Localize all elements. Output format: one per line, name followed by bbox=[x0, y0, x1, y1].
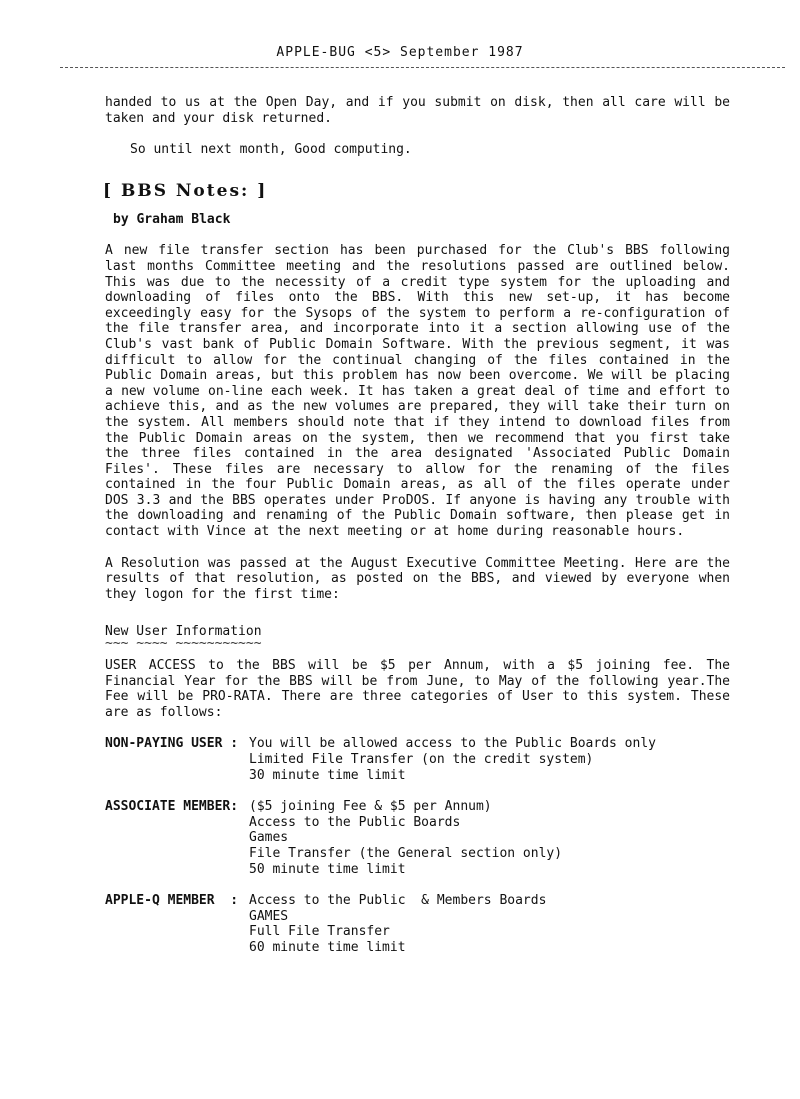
sign-off-line: So until next month, Good computing. bbox=[130, 142, 412, 158]
category-label: APPLE-Q MEMBER : bbox=[105, 893, 246, 909]
category-detail-line: Access to the Public & Members Boards bbox=[249, 893, 547, 909]
category-apple-q-member bbox=[105, 893, 730, 955]
category-details bbox=[249, 736, 730, 783]
resolution-paragraph: A Resolution was passed at the August Executive Committee Meeting. Here are the results of that resolution, as posted on the BBS, and viewed by everyone when they logon for the first time: bbox=[105, 555, 730, 602]
page-body bbox=[105, 95, 730, 956]
author-byline: by Graham Black bbox=[113, 211, 231, 227]
user-access-paragraph: USER ACCESS to the BBS will be $5 per Annum, with a $5 joining fee. The Financial Year for the BBS will be from June, to May of the following year.The Fee will be PRO-RATA. There are three categories of User to this system. These are as follows: bbox=[105, 658, 730, 720]
new-user-heading: New User Information bbox=[105, 624, 262, 640]
bbs-article-paragraph: A new file transfer section has been purchased for the Club's BBS following last months Committee meeting and the resolutions passed are outlined below. This was due to the necessity of a credit type system for the uploading and downloading of files onto the BBS. With this new set-up, it has become exceedingly easy for the Sysops of the system to perform a re-configuration of the file transfer area, and incorporate into it a section allowing use of the Club's vast bank of Public Domain Software. With the previous segment, it was difficult to allow for the continual changing of the files contained in the Public Domain areas, but this problem has now been overcome. We will be placing a new volume on-line each week. It has taken a great deal of time and effort to achieve this, and as the new volumes are prepared, they will take their turn on the system. All members should note that if they intend to download files from the Public Domain areas on the system, then we recommend that you first take the three files contained in the area designated 'Associated Public Domain Files'. These files are necessary to allow for the renaming of the files contained in the four Public Domain areas, as all of the files operate under DOS 3.3 and the BBS operates under ProDOS. If anyone is having any trouble with the downloading and renaming of the Public Domain software, then please get in contact with Vince at the next meeting or at home during reasonable hours. bbox=[105, 243, 730, 540]
category-non-paying-user bbox=[105, 736, 730, 783]
category-detail-line: 60 minute time limit bbox=[249, 939, 406, 955]
category-detail-line: Games bbox=[249, 830, 289, 846]
category-detail-line: Full File Transfer bbox=[249, 924, 390, 940]
category-details bbox=[249, 893, 730, 955]
section-heading: [ BBS Notes: ] bbox=[103, 180, 268, 201]
heading-tilde-underline: ~~~ ~~~~ ~~~~~~~~~~~ bbox=[105, 636, 262, 652]
category-detail-line: Access to the Public Boards bbox=[249, 814, 461, 830]
category-detail-line: GAMES bbox=[249, 908, 289, 924]
opening-paragraph: handed to us at the Open Day, and if you submit on disk, then all care will be taken and your disk returned. bbox=[105, 95, 730, 126]
category-detail-line: File Transfer (the General section only) bbox=[249, 845, 563, 861]
category-label: NON-PAYING USER : bbox=[105, 736, 246, 752]
running-header: APPLE-BUG <5> September 1987 bbox=[276, 45, 524, 60]
category-detail-line: ($5 joining Fee & $5 per Annum) bbox=[249, 799, 492, 815]
category-details bbox=[249, 799, 730, 877]
category-label: ASSOCIATE MEMBER: bbox=[105, 799, 246, 815]
category-associate-member bbox=[105, 799, 730, 877]
category-detail-line: Limited File Transfer (on the credit system) bbox=[249, 752, 594, 767]
category-detail-line: 30 minute time limit bbox=[249, 767, 406, 783]
category-detail-line: You will be allowed access to the Public Boards only bbox=[249, 736, 656, 752]
category-detail-line: 50 minute time limit bbox=[249, 861, 406, 877]
header-divider bbox=[60, 67, 785, 68]
